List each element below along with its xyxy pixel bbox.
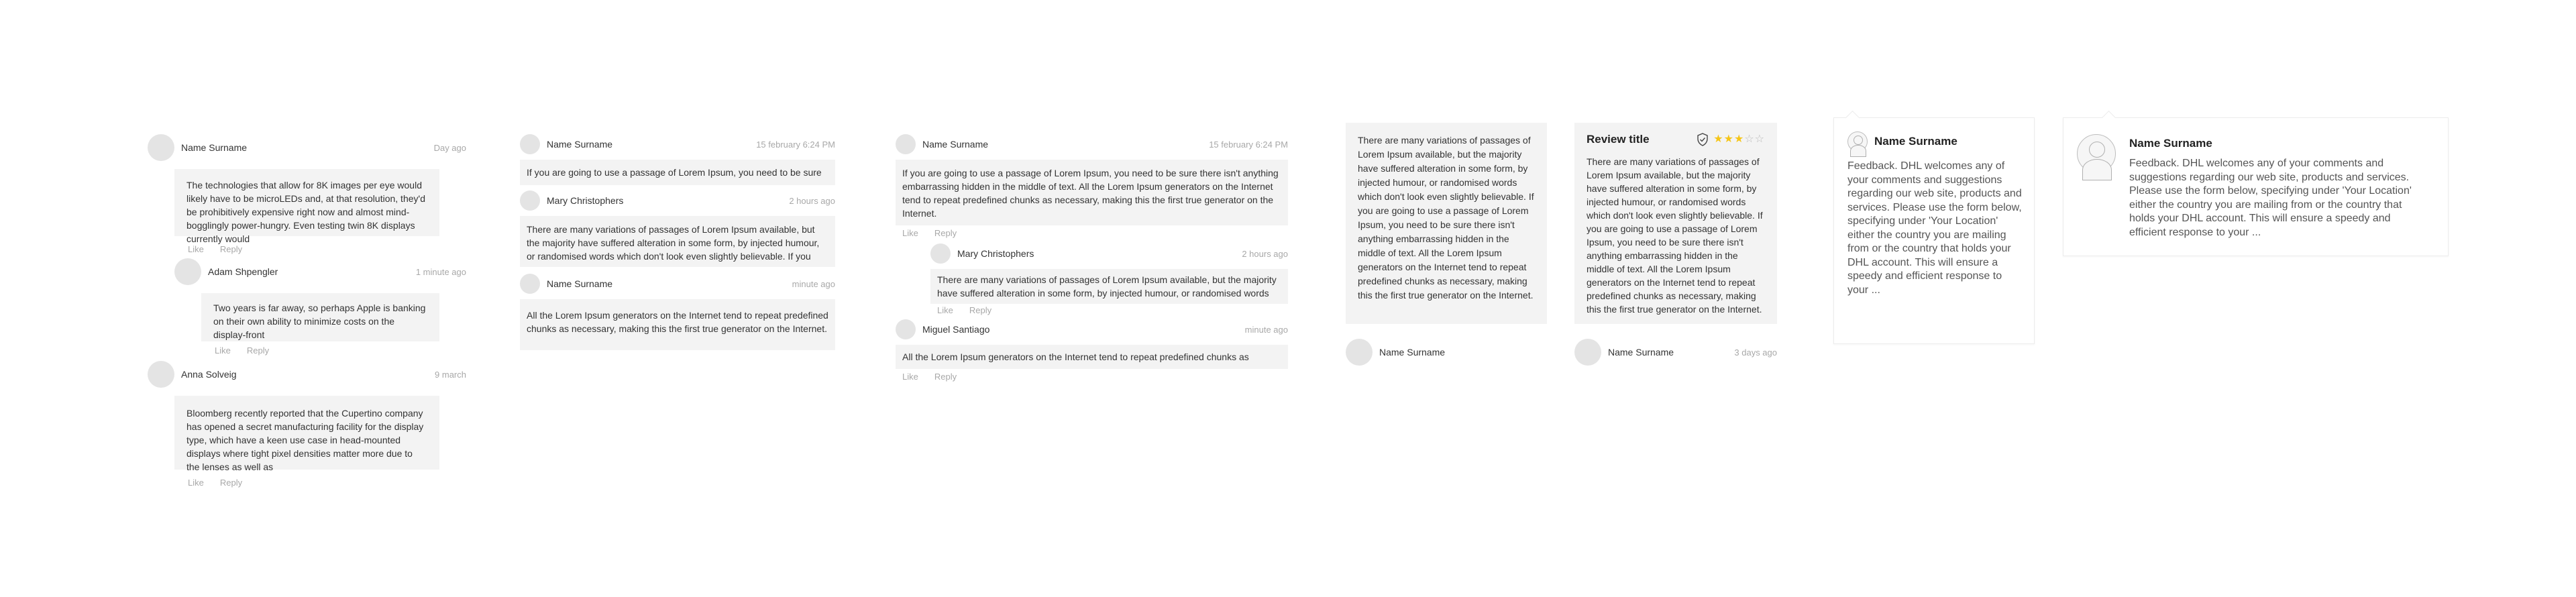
comment-actions (902, 228, 1288, 238)
review-meta (1696, 133, 1765, 146)
comment-user (1346, 339, 1547, 366)
author-name[interactable]: Adam Shpengler (208, 266, 278, 277)
avatar[interactable] (1346, 339, 1373, 366)
comment-header (930, 243, 1288, 264)
avatar[interactable] (930, 243, 951, 264)
timestamp: 2 hours ago (789, 195, 835, 206)
like-button[interactable]: Like (188, 244, 204, 254)
author-name[interactable]: Name Surname (1608, 347, 1674, 358)
comment-header (520, 134, 835, 154)
comment-actions (215, 345, 466, 356)
avatar[interactable] (520, 191, 540, 211)
reply-thread (930, 243, 1288, 315)
reply-thread (174, 258, 466, 356)
timestamp: Day ago (433, 142, 466, 153)
author-name[interactable]: Mary Christophers (547, 195, 624, 206)
star-rating[interactable] (1713, 133, 1765, 146)
comment-body: All the Lorem Ipsum generators on the Internet tend to repeat predefined chunks as (896, 345, 1288, 369)
author-name[interactable]: Name Surname (181, 142, 248, 153)
comment-user (896, 319, 989, 339)
feedback-card-large (2063, 117, 2449, 256)
avatar-person-icon[interactable] (1847, 131, 1868, 152)
timestamp: minute ago (792, 278, 835, 289)
review-header (1587, 131, 1765, 148)
comment-thread-1 (148, 134, 466, 488)
comment-thread-2 (520, 134, 835, 350)
like-button[interactable]: Like (902, 372, 918, 382)
review-footer (1574, 339, 1777, 366)
author-name[interactable]: Name Surname (1379, 347, 1446, 358)
avatar[interactable] (520, 134, 540, 154)
star-empty-icon[interactable]: ☆ (1754, 133, 1765, 145)
review-text: There are many variations of passages of Lorem Ipsum available, but the majority have suffered alteration in some form, by injected humour, or randomised words which don't look even slightly believable. If you are going to use a passage of Lorem Ipsum, you need to be sure there isn't anything embarrassing hidden in the middle of text. All the Lorem Ipsum generators on the Internet tend to repeat predefined chunks as necessary, making this the first true generator on the Internet. (1587, 156, 1763, 315)
verified-shield-icon (1696, 133, 1709, 146)
avatar[interactable] (896, 134, 916, 154)
review-title: Review title (1587, 133, 1650, 146)
timestamp: 15 february 6:24 PM (756, 139, 835, 150)
timestamp: minute ago (1244, 324, 1288, 335)
feedback-card-small (1833, 117, 2035, 344)
review-body (1574, 123, 1777, 324)
author-name[interactable]: Name Surname (547, 139, 613, 150)
comment-header (174, 258, 466, 285)
comment-body: The technologies that allow for 8K images per eye would likely have to be microLEDs and, at that resolution, they'd be prohibitively expensive right now and almost mind-bogglingly power-hungry. Even testing twin 8K displays currently would (174, 169, 439, 236)
like-button[interactable]: Like (188, 478, 204, 488)
reply-button[interactable]: Reply (934, 228, 957, 238)
comment-actions (188, 244, 466, 254)
author-name[interactable]: Name Surname (2129, 137, 2212, 150)
timestamp: 15 february 6:24 PM (1209, 139, 1288, 150)
comment-body: Bloomberg recently reported that the Cupertino company has opened a secret manufacturing facility for the display type, which have a keen use case in head-mounted displays where tight pixel densities matter more due to the lenses as well as (174, 396, 439, 470)
timestamp: 2 hours ago (1242, 248, 1288, 259)
comment-user (520, 274, 612, 294)
timestamp: 1 minute ago (415, 266, 466, 277)
author-name[interactable]: Name Surname (922, 139, 989, 150)
comment-card-4 (1346, 123, 1547, 366)
reply-button[interactable]: Reply (969, 305, 992, 315)
comment-actions (188, 478, 466, 488)
timestamp: 9 march (435, 369, 466, 380)
reply-button[interactable]: Reply (219, 244, 243, 254)
avatar-person-icon[interactable] (2077, 134, 2116, 173)
timestamp: 3 days ago (1734, 347, 1777, 358)
comment-header (520, 274, 835, 294)
comment-user (148, 134, 247, 161)
avatar[interactable] (1574, 339, 1601, 366)
star-empty-icon[interactable]: ☆ (1744, 133, 1755, 145)
like-button[interactable]: Like (215, 345, 231, 356)
star-filled-icon[interactable]: ★ (1733, 133, 1745, 145)
reply-button[interactable]: Reply (246, 345, 270, 356)
author-name[interactable]: Miguel Santiago (922, 324, 990, 335)
avatar[interactable] (520, 274, 540, 294)
like-button[interactable]: Like (937, 305, 953, 315)
comment-actions (902, 372, 1288, 382)
feedback-text: Feedback. DHL welcomes any of your comments and suggestions regarding our web site, products and services. Please use the form below, specifying under 'Your Location' either the country you are mailing from or the country that holds your DHL account. This will ensure a speedy and efficient response to your ... (1847, 160, 2022, 296)
feedback-text: Feedback. DHL welcomes any of your comments and suggestions regarding our web site, products and services. Please use the form below, specifying under 'Your Location' either the country you are mailing from or the country that holds your DHL account. This will ensure a speedy and efficient response to your ... (2129, 158, 2412, 238)
comment-user (1574, 339, 1674, 366)
comment-body: If you are going to use a passage of Lorem Ipsum, you need to be sure (520, 160, 835, 185)
comment-header (896, 319, 1288, 339)
avatar[interactable] (896, 319, 916, 339)
card-notch (2102, 111, 2116, 125)
comment-user (148, 361, 237, 388)
author-name[interactable]: Mary Christophers (957, 248, 1034, 259)
reply-button[interactable]: Reply (219, 478, 243, 488)
comment-user (520, 134, 612, 154)
comment-header (148, 361, 466, 388)
author-name[interactable]: Name Surname (1874, 135, 1957, 148)
comment-user (174, 258, 278, 285)
comment-body: Two years is far away, so perhaps Apple is banking on their own ability to minimize costs on the display-front (201, 293, 439, 341)
reply-button[interactable]: Reply (934, 372, 957, 382)
comment-user (896, 134, 988, 154)
avatar[interactable] (148, 361, 174, 388)
comment-user (520, 191, 623, 211)
comment-actions (937, 305, 1288, 315)
comment-user (930, 243, 1034, 264)
comment-header (520, 191, 835, 211)
author-name[interactable]: Name Surname (547, 278, 613, 289)
comment-header (896, 134, 1288, 154)
avatar[interactable] (174, 258, 201, 285)
comment-body: All the Lorem Ipsum generators on the Internet tend to repeat predefined chunks as necessary, making this the first true generator on the Internet. (520, 299, 835, 350)
avatar[interactable] (148, 134, 174, 161)
like-button[interactable]: Like (902, 228, 918, 238)
card-notch (1845, 111, 1860, 125)
star-filled-icon[interactable]: ★ (1723, 133, 1734, 145)
comment-header (148, 134, 466, 161)
author-name[interactable]: Anna Solveig (181, 369, 237, 380)
comment-user (1847, 131, 1957, 152)
star-filled-icon[interactable]: ★ (1713, 133, 1724, 145)
comment-thread-3 (896, 134, 1288, 382)
comment-body: There are many variations of passages of Lorem Ipsum available, but the majority have suffered alteration in some form, by injected humour, or randomised words (930, 269, 1288, 304)
comment-body: There are many variations of passages of Lorem Ipsum available, but the majority have suffered alteration in some form, by injected humour, or randomised words which don't look even slightly believable. If you (520, 216, 835, 267)
comment-body: If you are going to use a passage of Lorem Ipsum, you need to be sure there isn't anything embarrassing hidden in the middle of text. All the Lorem Ipsum generators on the Internet tend to repeat predefined chunks as necessary, making this the first true generator on the Internet. (896, 160, 1288, 225)
comment-body: There are many variations of passages of Lorem Ipsum available, but the majority have suffered alteration in some form, by injected humour, or randomised words which don't look even slightly believable. If you are going to use a passage of Lorem Ipsum, you need to be sure there isn't anything embarrassing hidden in the middle of text. All the Lorem Ipsum generators on the Internet tend to repeat predefined chunks as necessary, making this the first true generator on the Internet. (1346, 123, 1547, 324)
review-card (1574, 123, 1777, 366)
